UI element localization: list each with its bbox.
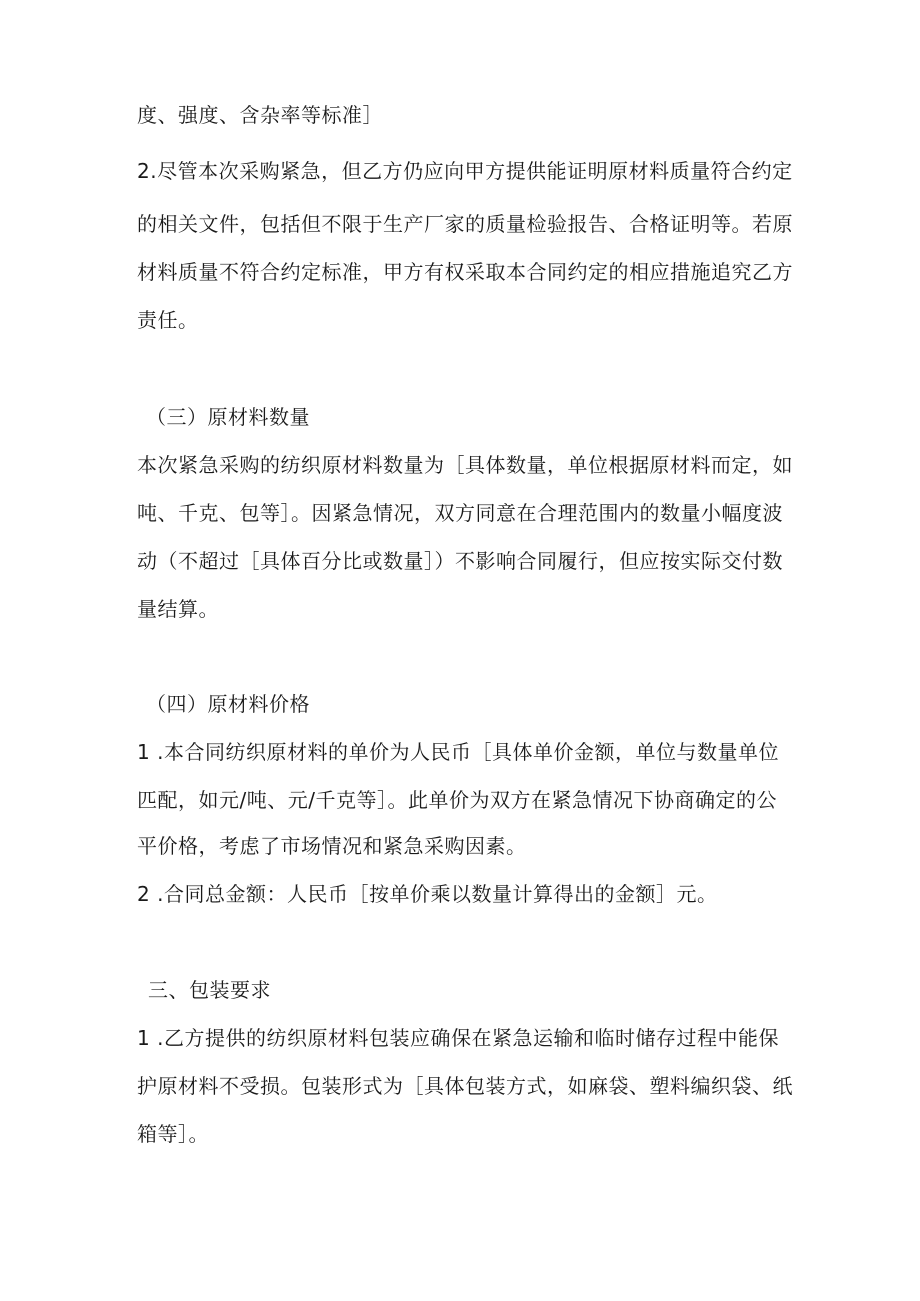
packaging-item-1-line-1: 1 .乙方提供的纺织原材料包装应确保在紧急运输和临时储存过程中能保 [137, 1026, 779, 1050]
quantity-line-2: 吨、千克、包等］。因紧急情况，双方同意在合理范围内的数量小幅度波 [137, 501, 783, 525]
quality-item-2-line-1: 2.尽管本次采购紧急，但乙方仍应向甲方提供能证明原材料质量符合约定 [137, 159, 793, 183]
section-quantity-heading: （三）原材料数量 [146, 405, 310, 429]
price-item-1-line-2: 匹配，如元/吨、元/千克等］。此单价为双方在紧急情况下协商确定的公 [137, 788, 777, 812]
quality-item-2-line-3: 材料质量不符合约定标准，甲方有权采取本合同约定的相应措施追究乙方 [137, 260, 793, 284]
quality-item-2-line-4: 责任。 [137, 308, 199, 332]
quality-tail-line-1: 度、强度、含杂率等标准］ [137, 103, 383, 127]
quantity-line-4: 量结算。 [137, 597, 219, 621]
section-price-heading: （四）原材料价格 [146, 692, 310, 716]
price-item-2-line-1: 2 .合同总金额：人民币［按单价乘以数量计算得出的金额］元。 [137, 882, 718, 906]
quality-item-2-line-2: 的相关文件，包括但不限于生产厂家的质量检验报告、合格证明等。若原 [137, 212, 793, 236]
quantity-line-3: 动（不超过［具体百分比或数量］）不影响合同履行，但应按实际交付数 [137, 549, 783, 573]
packaging-item-1-line-2: 护原材料不受损。包装形式为［具体包装方式，如麻袋、塑料编织袋、纸 [137, 1074, 793, 1098]
packaging-item-1-line-3: 箱等］。 [137, 1122, 209, 1146]
price-item-1-line-3: 平价格，考虑了市场情况和紧急采购因素。 [137, 834, 527, 858]
quantity-line-1: 本次紧急采购的纺织原材料数量为［具体数量，单位根据原材料而定，如 [137, 453, 793, 477]
section-packaging-heading: 三、包装要求 [148, 978, 271, 1002]
price-item-1-line-1: 1 .本合同纺织原材料的单价为人民币［具体单价金额，单位与数量单位 [137, 740, 779, 764]
